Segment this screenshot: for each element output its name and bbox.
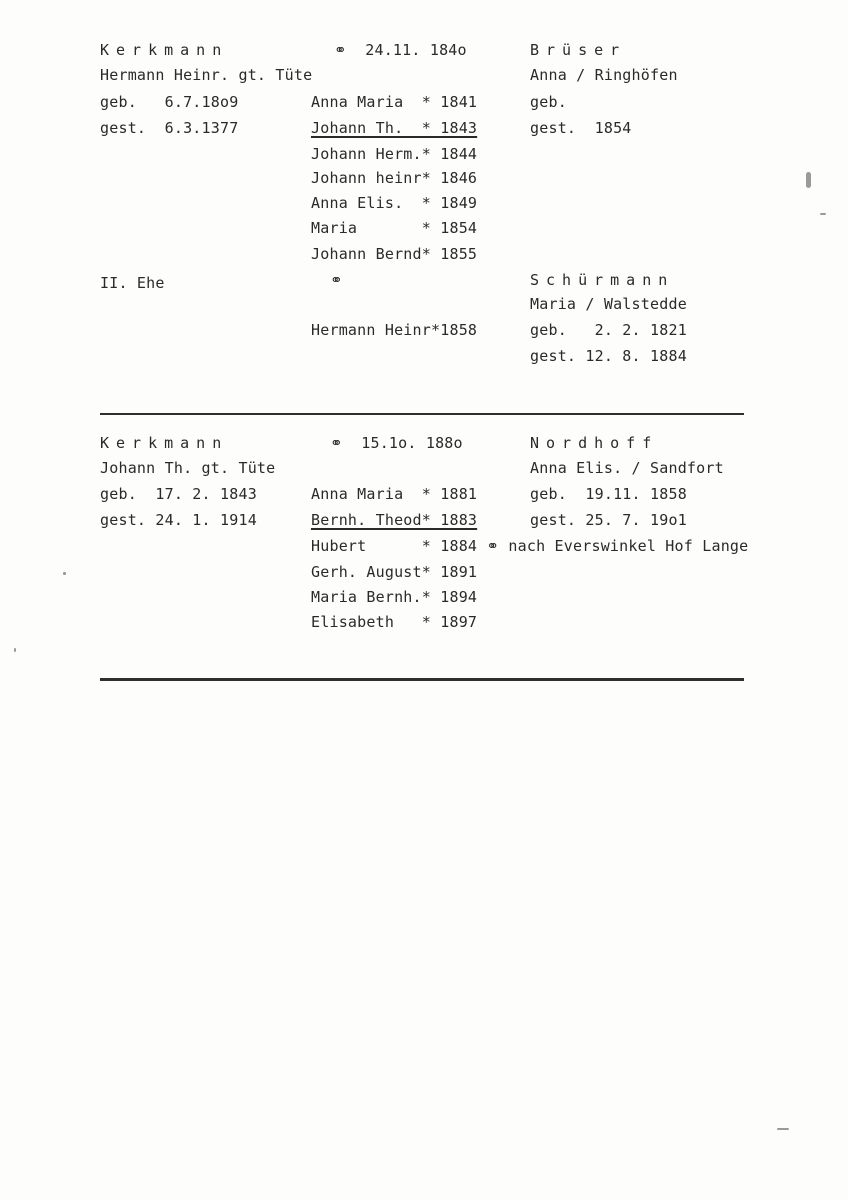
marriage-date: ⚭ 24.11. 184o xyxy=(334,41,467,59)
section-divider xyxy=(100,678,744,681)
child-entry: Hermann Heinr*1858 xyxy=(311,321,478,339)
marriage-date: ⚭ 15.1o. 188o xyxy=(330,434,463,452)
scan-speck xyxy=(63,572,66,575)
section-divider xyxy=(100,413,744,415)
wife-born: geb. xyxy=(530,93,567,111)
marriage-symbol: ⚭ xyxy=(330,271,343,289)
husband-died: gest. 6.3.1377 xyxy=(100,119,239,137)
scan-speck xyxy=(806,172,811,188)
husband-surname: Kerkmann xyxy=(100,41,229,59)
child-entry: Gerh. August* 1891 xyxy=(311,563,478,581)
second-wife-born: geb. 2. 2. 1821 xyxy=(530,321,687,339)
wife-born: geb. 19.11. 1858 xyxy=(530,485,687,503)
scan-speck xyxy=(14,648,16,652)
wife-surname: Nordhoff xyxy=(530,434,659,452)
child-entry: Johann Th. * 1843 xyxy=(311,119,478,137)
second-wife-surname: Schürmann xyxy=(530,271,675,289)
wife-surname: Brüser xyxy=(530,41,627,59)
scan-speck xyxy=(777,1128,789,1130)
child-entry: Elisabeth * 1897 xyxy=(311,613,478,631)
scan-speck xyxy=(820,213,826,215)
wife-died: gest. 1854 xyxy=(530,119,632,137)
child-entry: Johann Herm.* 1844 xyxy=(311,145,478,163)
wife-died: gest. 25. 7. 19o1 xyxy=(530,511,687,529)
child-entry: Maria Bernh.* 1894 xyxy=(311,588,478,606)
husband-surname: Kerkmann xyxy=(100,434,229,452)
second-marriage-label: II. Ehe xyxy=(100,274,165,292)
child-entry: Anna Elis. * 1849 xyxy=(311,194,478,212)
child-entry: Johann Bernd* 1855 xyxy=(311,245,478,263)
child-entry: Johann heinr* 1846 xyxy=(311,169,478,187)
husband-born: geb. 6.7.18o9 xyxy=(100,93,239,111)
husband-born: geb. 17. 2. 1843 xyxy=(100,485,257,503)
child-entry: Bernh. Theod* 1883 xyxy=(311,511,478,529)
husband-died: gest. 24. 1. 1914 xyxy=(100,511,257,529)
child-entry: Anna Maria * 1881 xyxy=(311,485,478,503)
wife-name: Anna / Ringhöfen xyxy=(530,66,678,84)
child-entry: Maria * 1854 xyxy=(311,219,478,237)
child-entry: Anna Maria * 1841 xyxy=(311,93,478,111)
second-wife-died: gest. 12. 8. 1884 xyxy=(530,347,687,365)
husband-name: Johann Th. gt. Tüte xyxy=(100,459,276,477)
child-entry: Hubert * 1884 ⚭ nach Everswinkel Hof Lange xyxy=(311,537,749,555)
second-wife-name: Maria / Walstedde xyxy=(530,295,687,313)
wife-name: Anna Elis. / Sandfort xyxy=(530,459,724,477)
husband-name: Hermann Heinr. gt. Tüte xyxy=(100,66,313,84)
